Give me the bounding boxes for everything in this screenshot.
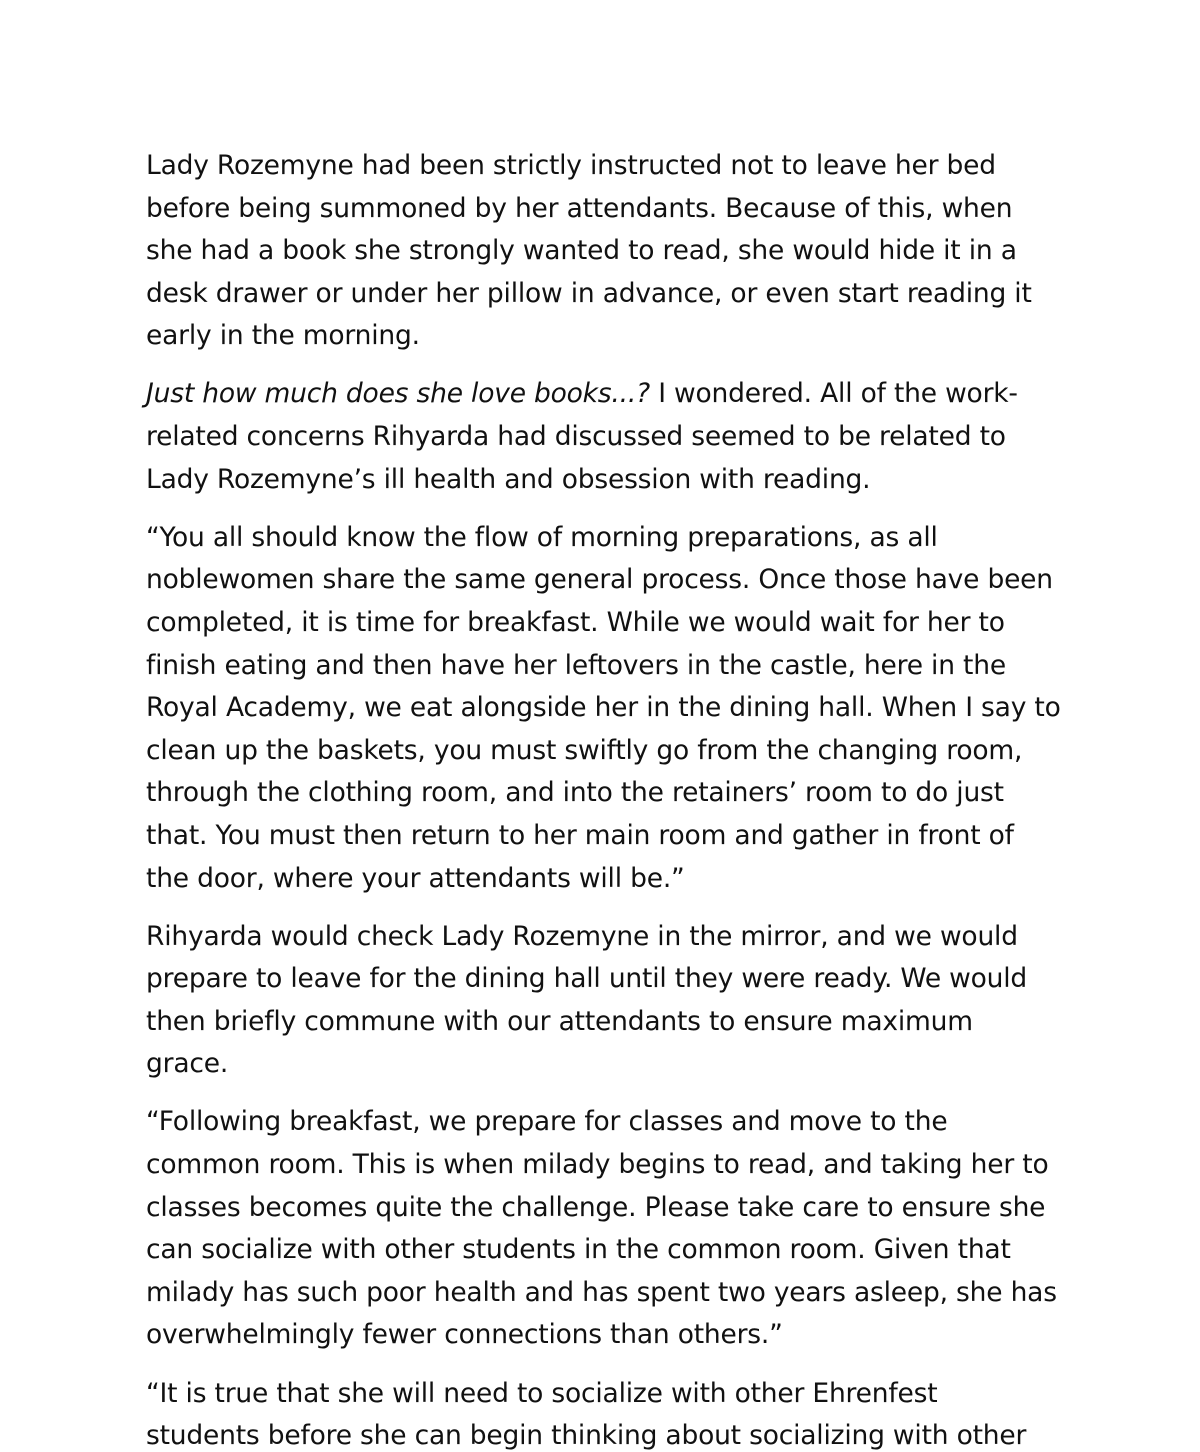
paragraph — [146, 145, 1066, 358]
text-line — [146, 459, 1066, 502]
text-run: “You all should know the flow of morning preparations, as all — [146, 521, 938, 553]
text-line — [146, 916, 1066, 959]
text-run: through the clothing room, and into the retainers’ room to do just — [146, 777, 1004, 809]
text-line — [146, 687, 1066, 730]
text-line — [146, 1144, 1066, 1187]
text-line — [146, 273, 1066, 316]
text-run: early in the morning. — [146, 320, 420, 352]
text-line — [146, 1415, 1066, 1452]
text-line — [146, 517, 1066, 560]
text-run: I wondered. All of the work- — [649, 378, 1018, 410]
text-line — [146, 1187, 1066, 1230]
paragraph — [146, 1101, 1066, 1357]
text-line — [146, 373, 1066, 416]
text-line — [146, 958, 1066, 1001]
text-line — [146, 1314, 1066, 1357]
text-run: Lady Rozemyne had been strictly instructed not to leave her bed — [146, 150, 996, 181]
text-line — [146, 145, 1066, 188]
text-run: noblewomen share the same general process. Once those have been — [146, 564, 1053, 596]
text-line — [146, 730, 1066, 773]
text-line — [146, 1043, 1066, 1086]
text-run: the door, where your attendants will be.” — [146, 862, 685, 894]
text-run: then briefly commune with our attendants to ensure maximum — [146, 1005, 973, 1037]
paragraph — [146, 373, 1066, 501]
text-run: that. You must then return to her main room and gather in front of — [146, 819, 1014, 851]
text-run: clean up the baskets, you must swiftly go from the changing room, — [146, 734, 1023, 766]
text-line — [146, 230, 1066, 273]
text-run: classes becomes quite the challenge. Please take care to ensure she — [146, 1191, 1046, 1223]
text-line — [146, 1101, 1066, 1144]
text-run: desk drawer or under her pillow in advance, or even start reading it — [146, 277, 1032, 309]
text-run: finish eating and then have her leftovers in the castle, here in the — [146, 649, 1006, 681]
body-text — [146, 145, 1066, 1452]
text-run: completed, it is time for breakfast. While we would wait for her to — [146, 606, 1005, 638]
text-line — [146, 188, 1066, 231]
text-run: grace. — [146, 1048, 229, 1080]
text-line — [146, 315, 1066, 358]
text-run: related concerns Rihyarda had discussed seemed to be related to — [146, 421, 1006, 453]
text-run: milady has such poor health and has spent two years asleep, she has — [146, 1276, 1057, 1308]
text-run: “It is true that she will need to socialize with other Ehrenfest — [146, 1377, 938, 1409]
text-line — [146, 772, 1066, 815]
text-line — [146, 1229, 1066, 1272]
text-line — [146, 602, 1066, 645]
text-run: Lady Rozemyne’s ill health and obsession with reading. — [146, 463, 871, 495]
text-run: common room. This is when milady begins to read, and taking her to — [146, 1149, 1049, 1181]
text-run: prepare to leave for the dining hall until they were ready. We would — [146, 963, 1028, 995]
italic-text: Just how much does she love books...? — [146, 378, 650, 410]
text-run: before being summoned by her attendants. Because of this, when — [146, 192, 1013, 224]
text-line — [146, 1373, 1066, 1416]
text-run: Royal Academy, we eat alongside her in the dining hall. When I say to — [146, 692, 1061, 724]
text-line — [146, 1272, 1066, 1315]
text-run: Rihyarda would check Lady Rozemyne in the mirror, and we would — [146, 920, 1018, 952]
text-run: can socialize with other students in the common room. Given that — [146, 1234, 1011, 1266]
text-line — [146, 815, 1066, 858]
text-line — [146, 645, 1066, 688]
paragraph — [146, 1373, 1066, 1452]
paragraph — [146, 517, 1066, 900]
text-line — [146, 858, 1066, 901]
text-run: “Following breakfast, we prepare for classes and move to the — [146, 1106, 948, 1138]
paragraph — [146, 916, 1066, 1086]
text-line — [146, 416, 1066, 459]
text-run: she had a book she strongly wanted to read, she would hide it in a — [146, 235, 1017, 267]
text-line — [146, 1001, 1066, 1044]
text-line — [146, 559, 1066, 602]
text-run: students before she can begin thinking about socializing with other — [146, 1420, 1027, 1452]
text-run: overwhelmingly fewer connections than others.” — [146, 1319, 783, 1351]
